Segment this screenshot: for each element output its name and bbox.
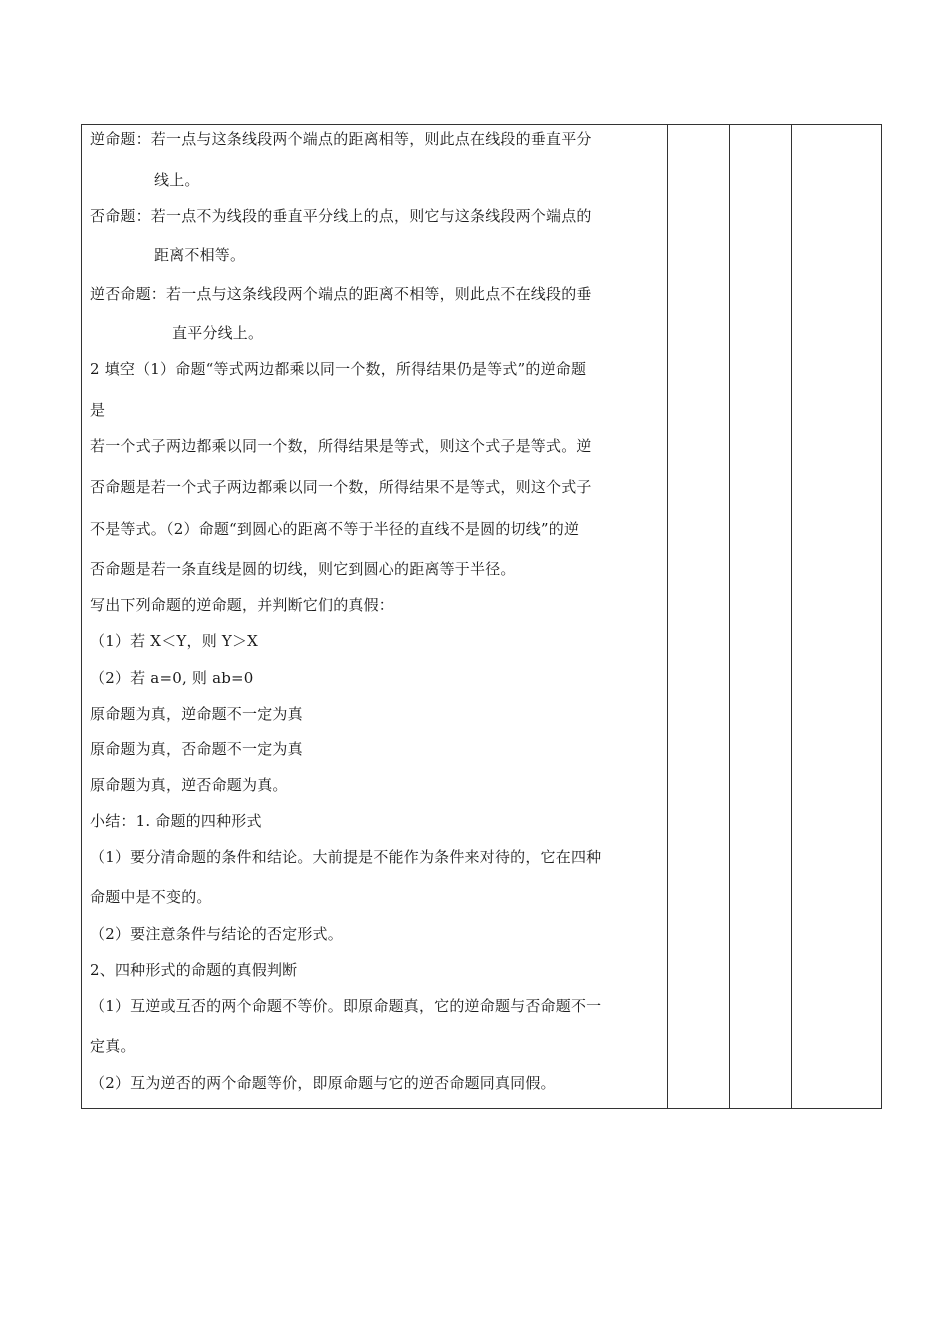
text-line: 是: [90, 401, 106, 419]
text-line: 逆否命题：若一点与这条线段两个端点的距离不相等，则此点不在线段的垂: [90, 285, 592, 303]
text-line: 直平分线上。: [172, 324, 264, 342]
text-line: 不是等式。（2）命题“到圆心的距离不等于半径的直线不是圆的切线”的逆: [90, 520, 580, 538]
text-line: （1）互逆或互否的两个命题不等价。即原命题真，它的逆命题与否命题不一: [90, 997, 602, 1015]
text-line: （2）要注意条件与结论的否定形式。: [90, 925, 343, 943]
text-line: 原命题为真，否命题不一定为真: [90, 740, 303, 758]
text-line: 距离不相等。: [154, 246, 246, 264]
text-line: 否命题是若一个式子两边都乘以同一个数，所得结果不是等式，则这个式子: [90, 478, 592, 496]
text-line: 原命题为真，逆否命题为真。: [90, 776, 288, 794]
text-line: 小结：1. 命题的四种形式: [90, 812, 262, 830]
column-divider: [729, 125, 730, 1108]
text-line: 若一个式子两边都乘以同一个数，所得结果是等式，则这个式子是等式。逆: [90, 437, 592, 455]
text-line: 原命题为真，逆命题不一定为真: [90, 705, 303, 723]
text-line: 命题中是不变的。: [90, 888, 212, 906]
text-line: 2、四种形式的命题的真假判断: [90, 961, 298, 979]
text-line: 逆命题：若一点与这条线段两个端点的距离相等，则此点在线段的垂直平分: [90, 130, 592, 148]
text-line: （2）互为逆否的两个命题等价，即原命题与它的逆否命题同真同假。: [90, 1074, 556, 1092]
text-line: （1）若 X＜Y，则 Y＞X: [90, 632, 259, 650]
content-table: [81, 124, 882, 1109]
column-divider: [791, 125, 792, 1108]
text-line: （2）若 a=0, 则 ab=0: [90, 669, 254, 687]
column-divider: [667, 125, 668, 1108]
text-line: 写出下列命题的逆命题，并判断它们的真假：: [90, 596, 395, 614]
text-line: （1）要分清命题的条件和结论。大前提是不能作为条件来对待的，它在四种: [90, 848, 602, 866]
text-line: 否命题是若一条直线是圆的切线，则它到圆心的距离等于半径。: [90, 560, 516, 578]
text-line: 定真。: [90, 1037, 136, 1055]
text-line: 否命题：若一点不为线段的垂直平分线上的点，则它与这条线段两个端点的: [90, 207, 592, 225]
text-line: 2 填空（1）命题“等式两边都乘以同一个数，所得结果仍是等式”的逆命题: [90, 360, 587, 378]
text-line: 线上。: [154, 171, 200, 189]
